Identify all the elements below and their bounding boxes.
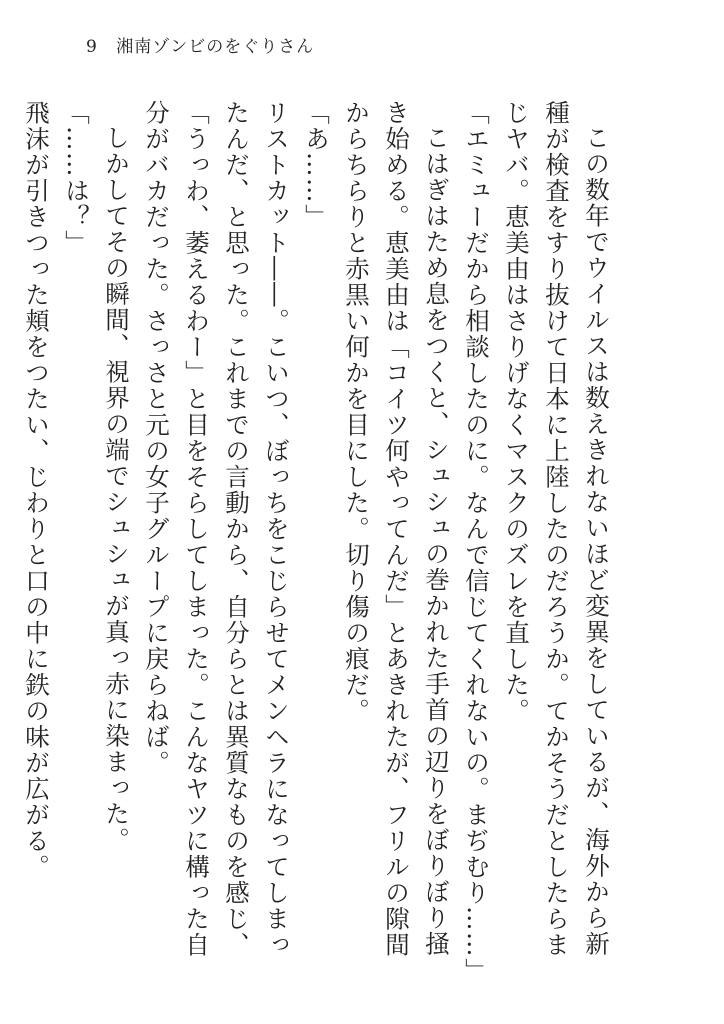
- paragraph: 「エミューだから相談したのに。なんで信じてくれないの。まぢむり……」: [462, 100, 491, 984]
- page-number: 9: [86, 37, 98, 57]
- book-title: 湘南ゾンビのをぐりさん: [116, 37, 315, 57]
- running-header: [86, 32, 314, 57]
- paragraph: しかしてその瞬間、視界の端でシュシュが真っ赤に染まった。: [102, 124, 131, 853]
- vertical-body-text: [22, 100, 616, 984]
- paragraph: 「……は？」: [62, 100, 91, 256]
- paragraph: 飛沫が引きつった頬をつたい、じわりと口の中に鉄の味が広がる。: [22, 100, 51, 880]
- paragraph: リストカット――。こいつ、ぼっちをこじらせてメンヘラになってしまったんだ、と思った。これまでの言動から、自分らとは異質なものを感じ、「うっわ、萎えるわー」と目をそらしてしまった。こんなヤツに構った自分がバカだった。さっさと元の女子グループに戻らねば。: [142, 100, 291, 958]
- paragraph: 「あ……」: [302, 100, 331, 230]
- paragraph: この数年でウイルスは数えきれないほど変異をしているが、海外から新種が検査をすり抜けて日本に上陸したのだろうか。てかそうだとしたらまじヤバ。恵美由はさりげなくマスクのズレを直した。: [502, 100, 611, 958]
- paragraph: こはぎはため息をつくと、シュシュの巻かれた手首の辺りをぼりぼり掻き始める。恵美由は「コイツ何やってんだ」とあきれたが、フリルの隙間からちらりと赤黒い何かを目にした。切り傷の痕だ。: [342, 100, 451, 958]
